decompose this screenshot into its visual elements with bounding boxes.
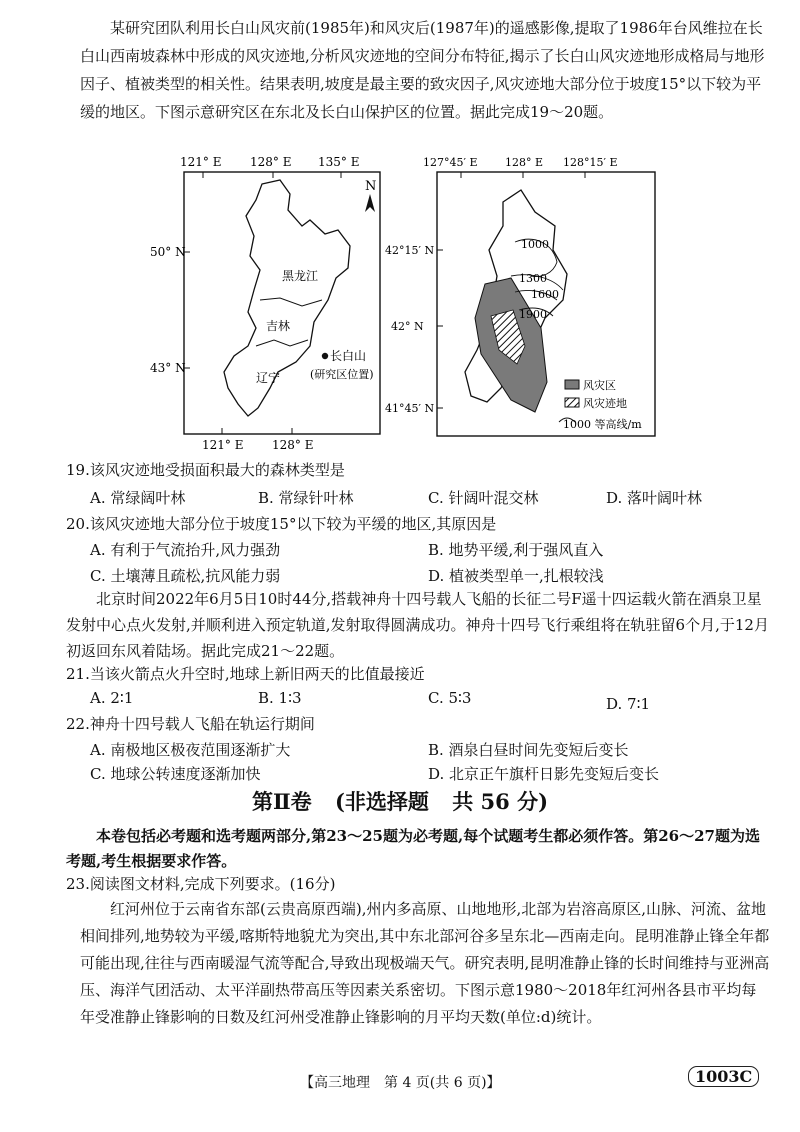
question-22-stem: 22.神舟十四号载人飞船在轨运行期间 — [66, 715, 315, 733]
lon-label-top: 128° E — [505, 156, 544, 169]
q22-option-c[interactable]: C. 地球公转速度逐渐加快 — [90, 765, 261, 783]
jilin-liaoning-border — [256, 340, 308, 346]
q19-option-b[interactable]: B. 常绿针叶林 — [258, 489, 354, 507]
north-arrow-icon — [365, 179, 376, 212]
svg-text:N: N — [365, 179, 377, 194]
legend-contour: 1000 等高线/m — [563, 418, 642, 431]
section-note: 本卷包括必考题和选考题两部分,第23～25题为必考题,每个试题考生都必须作答。第26～27题为选考题,考生根据要求作答。 — [66, 827, 760, 870]
intro-passage: 某研究团队利用长白山风灾前(1985年)和风灾后(1987年)的遥感影像,提取了1986年台风维拉在长白山西南坡森林中形成的风灾迹地,分析风灾迹地的空间分布特征,揭示了长白山风灾迹地形成格局与地形因子、植被类型的相关性。结果表明,坡度是最主要的致灾因子,风灾迹地大部分位于坡度15°以下较为平缓的地区。下图示意研究区在东北及长白山保护区的位置。据此完成19～20题。 — [80, 19, 765, 121]
section-2-heading — [0, 786, 800, 816]
q22-option-b[interactable]: B. 酒泉白昼时间先变短后变长 — [428, 741, 629, 759]
contour-label: 1900 — [519, 308, 547, 321]
lon-label-top: 128° E — [250, 155, 292, 169]
q20-option-d[interactable]: D. 植被类型单一,扎根较浅 — [428, 567, 604, 585]
paper-code: 1003C — [688, 1066, 759, 1087]
q19-option-a[interactable]: A. 常绿阔叶林 — [90, 489, 186, 507]
question-23-body: 红河州位于云南省东部(云贵高原西端),州内多高原、山地地形,北部为岩溶高原区,山脉、河流、盆地相间排列,地势较为平缓,喀斯特地貌尤为突出,其中东北部河谷多呈东北—西南走向。昆明准静止锋全年都可能出现,往往与西南暖湿气流等配合,导致出现极端天气。研究表明,昆明准静止锋的长时间维持与亚洲高压、海洋气团活动、太平洋副热带高压等因素关系密切。下图示意1980～2018年红河州各县市平均每年受准静止锋影响的日数及红河州受准静止锋影响的月平均天数(单位:d)统计。 — [80, 900, 770, 1026]
q20-option-a[interactable]: A. 有利于气流抬升,风力强劲 — [90, 541, 281, 559]
lon-label-top: 135° E — [318, 155, 360, 169]
lat-label: 41°45′ N — [385, 402, 435, 415]
shenzhou-passage: 北京时间2022年6月5日10时44分,搭载神舟十四号载人飞船的长征二号F遥十四运载火箭在酒泉卫星发射中心点火发射,并顺利进入预定轨道,发射取得圆满成功。神舟十四号飞行乘组将在轨驻留6个月,于12月初返回东风着陆场。据此完成21～22题。 — [66, 590, 769, 660]
lat-label: 43° N — [150, 361, 186, 375]
province-heilongjiang: 黑龙江 — [282, 269, 319, 283]
q21-option-a[interactable]: A. 2∶1 — [90, 689, 134, 707]
contour-label: 1300 — [519, 272, 547, 285]
q21-option-c[interactable]: C. 5∶3 — [428, 689, 472, 707]
question-19-stem: 19.该风灾迹地受损面积最大的森林类型是 — [66, 461, 345, 479]
northeast-china-map — [150, 150, 390, 455]
contour-label: 1000 — [521, 238, 549, 251]
lon-label-bottom: 128° E — [272, 438, 314, 452]
site-label: 长白山 — [330, 349, 367, 363]
site-dot — [322, 353, 328, 359]
section-score: 共 56 分) — [452, 789, 549, 814]
q21-option-b[interactable]: B. 1∶3 — [258, 689, 302, 707]
lon-label-bottom: 121° E — [202, 438, 244, 452]
q19-option-d[interactable]: D. 落叶阔叶林 — [606, 489, 703, 507]
heilongjiang-jilin-border — [260, 298, 322, 306]
lon-label-top: 128°15′ E — [563, 156, 618, 169]
question-23-stem: 23.阅读图文材料,完成下列要求。(16分) — [66, 875, 336, 893]
changbai-reserve-map — [385, 150, 685, 440]
lon-label-top: 121° E — [180, 155, 222, 169]
q19-option-c[interactable]: C. 针阔叶混交林 — [428, 489, 539, 507]
q22-option-a[interactable]: A. 南极地区极夜范围逐渐扩大 — [90, 741, 291, 759]
province-jilin: 吉林 — [266, 319, 291, 333]
q22-option-d[interactable]: D. 北京正午旗杆日影先变短后变长 — [428, 765, 660, 783]
lon-label-top: 127°45′ E — [423, 156, 478, 169]
lat-label: 42°15′ N — [385, 244, 435, 257]
map-legend — [559, 378, 642, 431]
legend-disaster-zone: 风灾区 — [583, 379, 616, 392]
q20-option-c[interactable]: C. 土壤薄且疏松,抗风能力弱 — [90, 567, 281, 585]
lat-label: 50° N — [150, 245, 186, 259]
site-note: (研究区位置) — [310, 368, 374, 381]
province-liaoning: 辽宁 — [256, 371, 281, 385]
page-footer: 【高三地理 第 4 页(共 6 页)】 — [300, 1075, 501, 1091]
section-subtitle: (非选择题 — [334, 789, 429, 814]
question-21-stem: 21.当该火箭点火升空时,地球上新旧两天的比值最接近 — [66, 665, 425, 683]
q20-option-b[interactable]: B. 地势平缓,利于强风直入 — [428, 541, 604, 559]
q21-option-d[interactable]: D. 7∶1 — [606, 695, 651, 713]
contour-label: 1600 — [531, 288, 559, 301]
section-title: 第Ⅱ卷 — [251, 789, 312, 814]
legend-trace: 风灾迹地 — [583, 397, 627, 410]
question-20-stem: 20.该风灾迹地大部分位于坡度15°以下较为平缓的地区,其原因是 — [66, 515, 497, 533]
lat-label: 42° N — [391, 320, 424, 333]
